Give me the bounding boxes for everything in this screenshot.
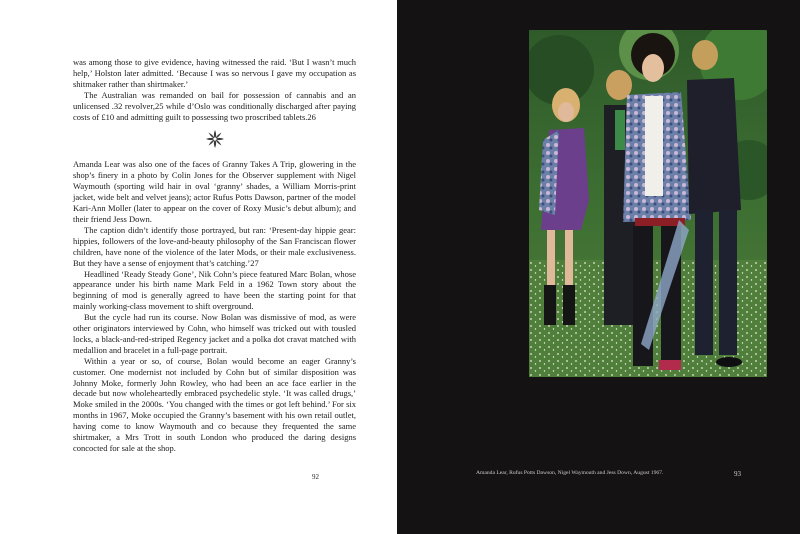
section-ornament-icon [204,128,226,150]
page-number-left: 92 [312,473,319,481]
photo-caption: Amanda Lear, Rufus Potts Dawson, Nigel Waymouth and Jess Down, August 1967. [476,470,664,476]
group-photograph [529,30,767,377]
paragraph: Within a year or so, of course, Bolan would become an eager Granny’s customer. One modernist not included by Cohn but of similar disposition was Johnny Moke, formerly John Rowley, who had been an ace face earlier in the decade but now wholeheartedly embraced psychedelic style. ‘It was called drugs,’ Moke smiled in the 2000s. ‘You changed with the times or got left behind.’ For six months in 1967, Moke occupied the Granny’s basement with his own retail outlet, having come to know Waymouth and co because they frequented the same shirtmaker, a Mrs Trott in south London who produced the daring designs concocted for sale at the shop. [73,355,356,453]
body-text [73,57,356,454]
paragraph: was among those to give evidence, having witnessed the raid. ‘But I wasn’t much help,’ Holston later admitted. ‘Because I was so nervous I gave my occupation as shitmaker rather than shirtmaker.’ [73,57,356,89]
paragraph: Headlined ‘Ready Steady Gone’, Nik Cohn’s piece featured Marc Bolan, whose appearance under his birth name Mark Feld in a 1962 Town story about the beginning of mod is generally agreed to have been the starting point for that mainly working-class movement to shift overground. [73,268,356,312]
paragraph: But the cycle had run its course. Now Bolan was dismissive of mod, as were other originators interviewed by Cohn, who himself was tricked out with tousled locks, a black-and-red-striped Regency jacket and a polka dot cravat matched with medallion and bracelet in a full-page portrait. [73,312,356,355]
left-page [0,0,397,534]
paragraph: The Australian was remanded on bail for possession of cannabis and an unlicensed .32 revolver,25 while d’Oslo was conditionally discharged after paying costs of £10 and admitting guilt to possessing two proscribed tablets.26 [73,89,356,122]
paragraph: Amanda Lear was also one of the faces of Granny Takes A Trip, glowering in the shop’s finery in a photo by Colin Jones for the Observer supplement with Nigel Waymouth (sporting wild hair in oval ‘granny’ shades, a William Morris-print jacket, wide belt and velvet jeans); actor Rufus Potts Dawson, partner of the model Kari-Ann Moller (later to appear on the cover of Roxy Music’s debut album); and their friend Jess Down. [73,159,356,224]
page-number-right: 93 [734,470,741,478]
paragraph: The caption didn’t identify those portrayed, but ran: ‘Present-day hippie gear: hippies, followers of the love-and-beauty philosophy of the San Franciscan flower children, have none of the violence of the later Mods, or their male exclusiveness. But they have a sense of enjoyment that’s catching.’27 [73,224,356,268]
